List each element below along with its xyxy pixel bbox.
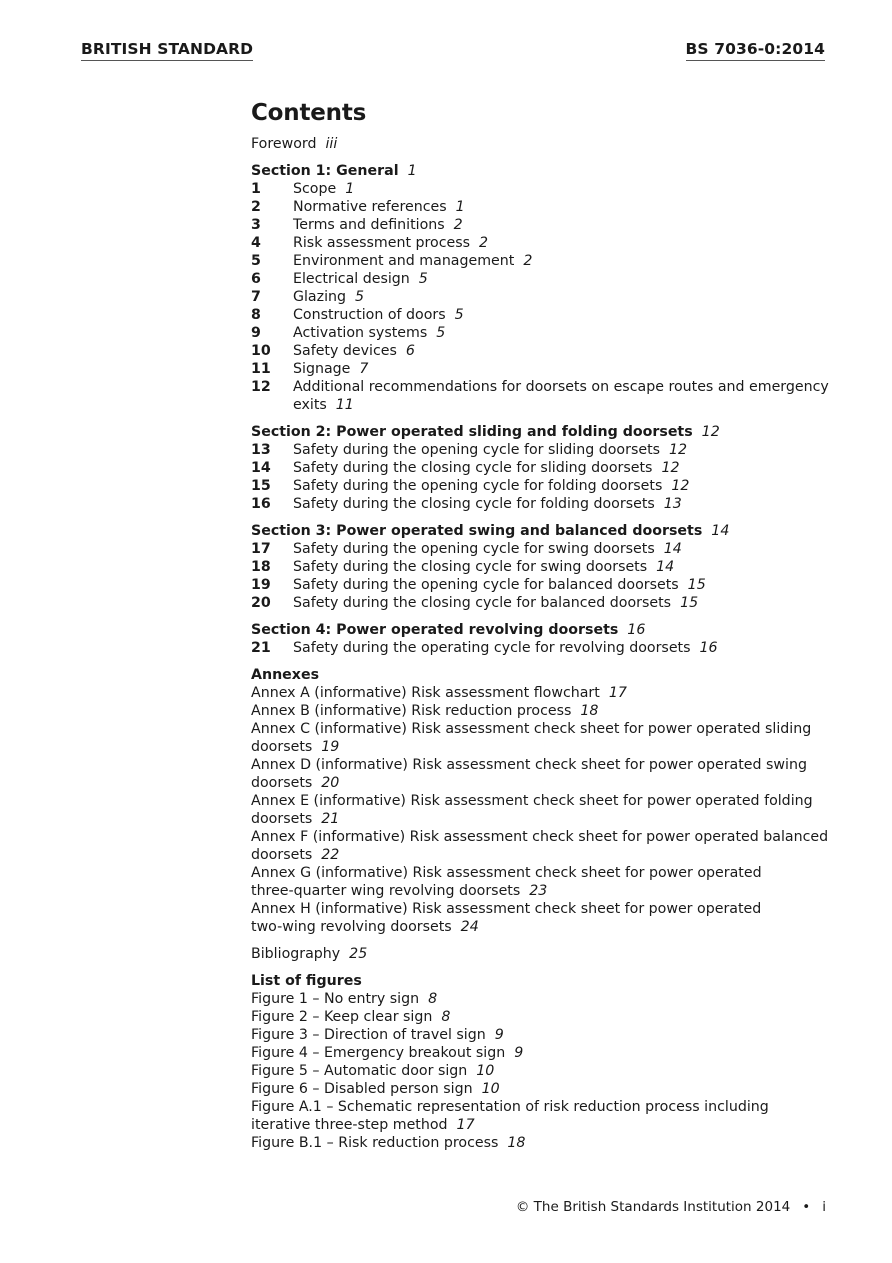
figure-entry-text: Figure 1 – No entry sign xyxy=(251,991,420,1007)
toc-entry xyxy=(251,270,841,288)
figure-entry xyxy=(251,990,841,1008)
toc-entry-page: 5 xyxy=(454,307,464,323)
figure-entry-page: 17 xyxy=(456,1117,475,1133)
toc-entry-text: Safety devices xyxy=(293,343,397,359)
toc-entry xyxy=(251,252,841,270)
annex-entry-line xyxy=(251,702,841,720)
section-title-page: 12 xyxy=(701,424,720,440)
annex-entry-page: 17 xyxy=(608,685,627,701)
section-title xyxy=(251,522,841,540)
annex-entry-line xyxy=(251,720,841,738)
toc-entry-number: 13 xyxy=(251,442,271,458)
figure-entry xyxy=(251,1008,841,1026)
annex-entry xyxy=(251,702,841,720)
annex-entry-page: 20 xyxy=(321,775,340,791)
toc-entry xyxy=(251,180,841,198)
section-title-page: 1 xyxy=(407,163,417,179)
toc-entry-page: 12 xyxy=(661,460,680,476)
figure-entry-line xyxy=(251,1026,841,1044)
toc-entry-text-wrap xyxy=(293,342,841,360)
annex-entry-line xyxy=(251,792,841,810)
annexes-title: Annexes xyxy=(251,667,320,683)
figure-entry-line xyxy=(251,1116,841,1134)
toc-entry-text: Construction of doors xyxy=(293,307,446,323)
footer-page-number: i xyxy=(822,1199,826,1215)
bibliography-text: Bibliography xyxy=(251,946,341,962)
section-title-page: 14 xyxy=(711,523,730,539)
annex-entry xyxy=(251,792,841,828)
toc-entry xyxy=(251,441,841,459)
toc-entry-number: 8 xyxy=(251,307,261,323)
figure-entry-page: 8 xyxy=(441,1009,451,1025)
toc-entry xyxy=(251,306,841,324)
toc-entry-text: Additional recommendations for doorsets on escape routes and emergency exits xyxy=(293,379,829,413)
annex-list xyxy=(251,684,841,936)
toc-entry-text-wrap xyxy=(293,459,841,477)
toc-entry-page: 15 xyxy=(680,595,699,611)
footer-bullet: • xyxy=(802,1199,811,1215)
annex-entry-page: 21 xyxy=(321,811,340,827)
toc-entry-number: 20 xyxy=(251,595,271,611)
toc-entry-text-wrap xyxy=(293,576,841,594)
section-title-text: Section 3: Power operated swing and balanced doorsets xyxy=(251,523,703,539)
annex-entry-line xyxy=(251,918,841,936)
annex-entry-line xyxy=(251,684,841,702)
toc-entry xyxy=(251,477,841,495)
figure-entry-line xyxy=(251,1080,841,1098)
figure-entry xyxy=(251,1080,841,1098)
toc-entry xyxy=(251,360,841,378)
section-group xyxy=(251,162,841,414)
annexes-group xyxy=(251,666,841,936)
annex-entry-text: three-quarter wing revolving doorsets xyxy=(251,883,521,899)
toc-entry-text: Electrical design xyxy=(293,271,410,287)
figure-entry xyxy=(251,1098,841,1134)
section-title-text: Section 4: Power operated revolving doorsets xyxy=(251,622,619,638)
toc-entry-text-wrap xyxy=(293,495,841,513)
figure-entry-text: Figure 4 – Emergency breakout sign xyxy=(251,1045,506,1061)
annex-entry-text: Annex B (informative) Risk reduction process xyxy=(251,703,572,719)
toc-entry-text: Activation systems xyxy=(293,325,428,341)
annex-entry-text: doorsets xyxy=(251,739,313,755)
toc-entry-text-wrap xyxy=(293,594,841,612)
toc-entry-text: Safety during the opening cycle for sliding doorsets xyxy=(293,442,661,458)
toc-entry-text: Signage xyxy=(293,361,351,377)
annex-entry-text: Annex A (informative) Risk assessment flowchart xyxy=(251,685,600,701)
annex-entry xyxy=(251,720,841,756)
annex-entry-line xyxy=(251,756,841,774)
annex-entry-page: 23 xyxy=(529,883,548,899)
toc-entry-page: 15 xyxy=(687,577,706,593)
toc-entry-text-wrap xyxy=(293,216,841,234)
toc-entry-page: 7 xyxy=(359,361,369,377)
figure-entry-text: Figure 5 – Automatic door sign xyxy=(251,1063,468,1079)
toc-entry-text: Safety during the closing cycle for sliding doorsets xyxy=(293,460,653,476)
toc-entry-number: 16 xyxy=(251,496,271,512)
toc-entry xyxy=(251,459,841,477)
figure-entry-text: Figure B.1 – Risk reduction process xyxy=(251,1135,499,1151)
figure-entry-text: Figure 3 – Direction of travel sign xyxy=(251,1027,486,1043)
figure-entry-text: Figure A.1 – Schematic representation of risk reduction process including xyxy=(251,1099,769,1115)
toc-entry-page: 1 xyxy=(345,181,355,197)
toc-entry-page: 12 xyxy=(669,442,688,458)
toc-entry-text: Safety during the closing cycle for folding doorsets xyxy=(293,496,655,512)
figure-entry-text: Figure 6 – Disabled person sign xyxy=(251,1081,473,1097)
section-group xyxy=(251,522,841,612)
toc-entry xyxy=(251,288,841,306)
toc-entry-text: Scope xyxy=(293,181,337,197)
toc-entry-number: 1 xyxy=(251,181,261,197)
toc-entry-page: 5 xyxy=(418,271,428,287)
toc-entry-text-wrap xyxy=(293,270,841,288)
figure-entry-text: Figure 2 – Keep clear sign xyxy=(251,1009,433,1025)
annex-entry xyxy=(251,828,841,864)
annex-entry-line xyxy=(251,900,841,918)
toc-entry-text-wrap xyxy=(293,540,841,558)
toc-entry-number: 2 xyxy=(251,199,261,215)
figure-entry xyxy=(251,1134,841,1152)
annex-entry-page: 22 xyxy=(321,847,340,863)
figure-entry-line xyxy=(251,1044,841,1062)
toc-entry-text: Safety during the closing cycle for swing doorsets xyxy=(293,559,648,575)
figure-entry-line xyxy=(251,1062,841,1080)
figures-title: List of figures xyxy=(251,973,362,989)
header-right: BS 7036-0:2014 xyxy=(686,40,825,61)
section-title-page: 16 xyxy=(627,622,646,638)
figure-entry-page: 9 xyxy=(514,1045,524,1061)
annex-entry-line xyxy=(251,774,841,792)
toc-entry-text: Environment and management xyxy=(293,253,515,269)
section-title-text: Section 1: General xyxy=(251,163,399,179)
figure-entry-line xyxy=(251,990,841,1008)
figures-group xyxy=(251,972,841,1152)
annex-entry-text: doorsets xyxy=(251,847,313,863)
figure-entry-page: 10 xyxy=(481,1081,500,1097)
toc-entry-page: 14 xyxy=(663,541,682,557)
contents-block xyxy=(251,99,841,1161)
toc-entry-text-wrap xyxy=(293,324,841,342)
toc-entry-number: 19 xyxy=(251,577,271,593)
annex-entry xyxy=(251,756,841,792)
annex-entry-text: Annex D (informative) Risk assessment check sheet for power operated swing xyxy=(251,757,807,773)
foreword-page: iii xyxy=(325,136,338,152)
annex-entry-text: Annex H (informative) Risk assessment check sheet for power operated xyxy=(251,901,762,917)
toc-entry-page: 16 xyxy=(699,640,718,656)
toc-entry-number: 11 xyxy=(251,361,271,377)
toc-entry-number: 10 xyxy=(251,343,271,359)
toc-entry xyxy=(251,198,841,216)
toc-entry-text-wrap xyxy=(293,441,841,459)
toc-entry-text: Safety during the operating cycle for revolving doorsets xyxy=(293,640,691,656)
bibliography-page: 25 xyxy=(349,946,368,962)
annex-entry-text: Annex F (informative) Risk assessment check sheet for power operated balanced xyxy=(251,829,829,845)
annex-entry-page: 18 xyxy=(580,703,599,719)
toc-entry-number: 5 xyxy=(251,253,261,269)
toc-entry-number: 21 xyxy=(251,640,271,656)
toc-entry-page: 1 xyxy=(455,199,465,215)
toc-entry xyxy=(251,576,841,594)
annex-entry-line xyxy=(251,810,841,828)
annex-entry-page: 24 xyxy=(460,919,479,935)
toc-entry xyxy=(251,216,841,234)
figure-entry-line xyxy=(251,1098,841,1116)
toc-entry-number: 15 xyxy=(251,478,271,494)
toc-entry xyxy=(251,540,841,558)
toc-entry-text-wrap xyxy=(293,639,841,657)
toc-entry-text-wrap xyxy=(293,558,841,576)
toc-entry-number: 3 xyxy=(251,217,261,233)
annex-entry-line xyxy=(251,738,841,756)
figure-entry-page: 8 xyxy=(428,991,438,1007)
section-title-text: Section 2: Power operated sliding and folding doorsets xyxy=(251,424,693,440)
toc-entry-text-wrap xyxy=(293,180,841,198)
toc-entry-text: Terms and definitions xyxy=(293,217,445,233)
toc-entry-text: Safety during the opening cycle for balanced doorsets xyxy=(293,577,679,593)
toc-entry-number: 17 xyxy=(251,541,271,557)
annex-entry xyxy=(251,900,841,936)
toc-entry-text-wrap xyxy=(293,360,841,378)
foreword-text: Foreword xyxy=(251,136,317,152)
footer xyxy=(516,1199,826,1215)
figure-entry-text: iterative three-step method xyxy=(251,1117,448,1133)
toc-entry xyxy=(251,234,841,252)
toc-entry xyxy=(251,378,841,414)
figure-entry xyxy=(251,1062,841,1080)
toc-entry xyxy=(251,639,841,657)
figure-entry-page: 9 xyxy=(494,1027,504,1043)
toc-entry-page: 5 xyxy=(355,289,365,305)
toc-entry-text-wrap xyxy=(293,306,841,324)
bibliography-entry xyxy=(251,945,841,963)
annex-entry-text: Annex E (informative) Risk assessment check sheet for power operated folding xyxy=(251,793,813,809)
toc-entry-text: Safety during the opening cycle for folding doorsets xyxy=(293,478,663,494)
figure-entry-line xyxy=(251,1008,841,1026)
toc-entry xyxy=(251,342,841,360)
toc-entry xyxy=(251,594,841,612)
toc-entry-page: 5 xyxy=(436,325,446,341)
toc-entry-page: 12 xyxy=(671,478,690,494)
annex-entry-line xyxy=(251,828,841,846)
figure-entry-page: 10 xyxy=(476,1063,495,1079)
toc-entry-text: Safety during the opening cycle for swing doorsets xyxy=(293,541,655,557)
toc-entry-text: Safety during the closing cycle for balanced doorsets xyxy=(293,595,672,611)
toc-entry-text: Glazing xyxy=(293,289,347,305)
section-group xyxy=(251,423,841,513)
toc-entry-number: 7 xyxy=(251,289,261,305)
annex-entry xyxy=(251,864,841,900)
toc-entry-text-wrap xyxy=(293,252,841,270)
toc-entry-number: 9 xyxy=(251,325,261,341)
toc-entry xyxy=(251,558,841,576)
toc-entry-page: 13 xyxy=(663,496,682,512)
toc-entry-text-wrap xyxy=(293,288,841,306)
annex-entry-text: doorsets xyxy=(251,811,313,827)
toc-entry-text-wrap xyxy=(293,234,841,252)
figure-entry xyxy=(251,1026,841,1044)
toc-entry-text-wrap xyxy=(293,477,841,495)
toc-entry-text-wrap xyxy=(293,378,841,414)
toc-entry-page: 2 xyxy=(479,235,489,251)
toc-entry-number: 4 xyxy=(251,235,261,251)
toc-entry-number: 18 xyxy=(251,559,271,575)
toc-entry-page: 11 xyxy=(335,397,354,413)
toc-entry xyxy=(251,324,841,342)
figure-entry-page: 18 xyxy=(507,1135,526,1151)
toc-entry-text: Risk assessment process xyxy=(293,235,471,251)
figure-entry-line xyxy=(251,1134,841,1152)
toc-entry-page: 2 xyxy=(523,253,533,269)
toc-entry-number: 12 xyxy=(251,379,271,395)
annex-entry xyxy=(251,684,841,702)
toc-entry-number: 14 xyxy=(251,460,271,476)
toc-entry-text-wrap xyxy=(293,198,841,216)
section-title xyxy=(251,162,841,180)
foreword-entry xyxy=(251,135,841,153)
toc-entry-page: 14 xyxy=(656,559,675,575)
annex-entry-line xyxy=(251,846,841,864)
header-left: BRITISH STANDARD xyxy=(81,40,253,61)
figure-entry xyxy=(251,1044,841,1062)
annex-entry-line xyxy=(251,882,841,900)
section-group xyxy=(251,621,841,657)
figure-list xyxy=(251,990,841,1152)
annex-entry-text: two-wing revolving doorsets xyxy=(251,919,452,935)
toc-entry xyxy=(251,495,841,513)
footer-copyright: © The British Standards Institution 2014 xyxy=(515,1199,791,1215)
sections-list xyxy=(251,162,841,657)
toc-entry-page: 2 xyxy=(453,217,463,233)
annex-entry-text: Annex C (informative) Risk assessment check sheet for power operated sliding xyxy=(251,721,812,737)
toc-entry-page: 6 xyxy=(405,343,415,359)
annex-entry-page: 19 xyxy=(321,739,340,755)
toc-entry-text: Normative references xyxy=(293,199,447,215)
annex-entry-text: Annex G (informative) Risk assessment check sheet for power operated xyxy=(251,865,762,881)
page-title: Contents xyxy=(251,100,367,126)
annex-entry-line xyxy=(251,864,841,882)
annex-entry-text: doorsets xyxy=(251,775,313,791)
toc-entry-number: 6 xyxy=(251,271,261,287)
section-title xyxy=(251,423,841,441)
section-title xyxy=(251,621,841,639)
